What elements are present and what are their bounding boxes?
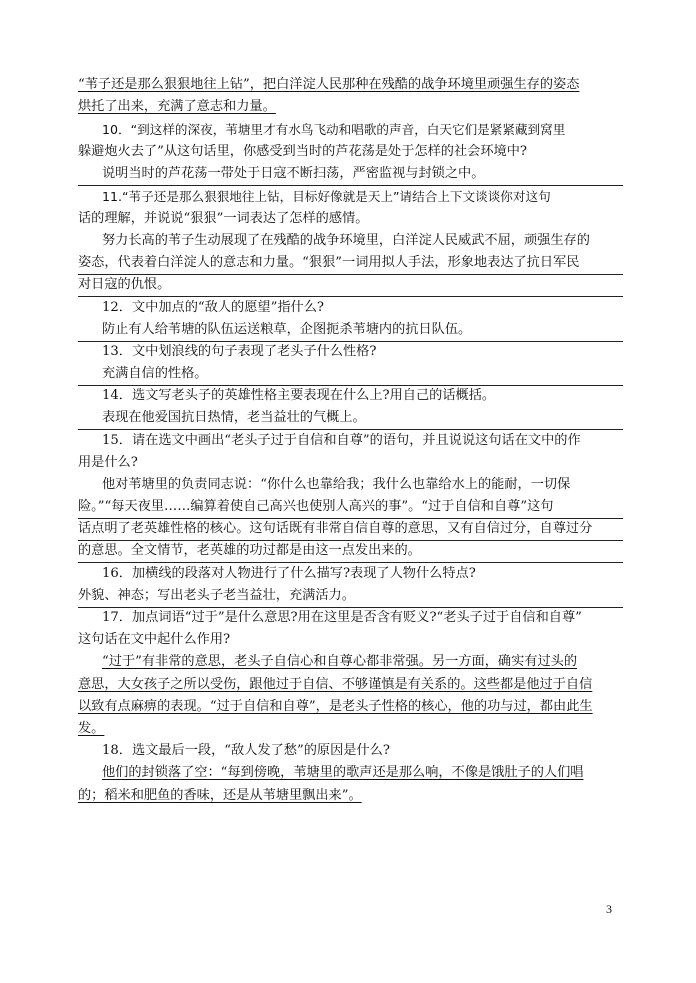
answer-line: 外貌、神态；写出老头子老当益壮，充满活力。 [78,588,355,603]
page-number: 3 [606,902,612,916]
answer-rule [78,385,623,386]
answer-line: 险。”“每天夜里……编算着使自己高兴也使别人高兴的事”。“过于自信和自尊”这句 [78,499,554,514]
answer-line: 发。 [78,721,105,736]
answer-line: “苇子还是那么狠狠地往上钻”，把白洋淀人民那种在残酷的战争环境里顽强生存的姿态 [78,77,580,92]
answer-line: 以致有点麻痹的表现。“过于自信和自尊”，是老头子性格的核心，他的功与过，都由此生 [78,699,593,714]
answer-rule [78,562,623,563]
answer-line: 努力长高的苇子生动展现了在残酷的战争环境里，白洋淀人民威武不屈，顽强生存的 [102,233,590,248]
question-line: 17．加点词语“过于”是什么意思?用在这里是否含有贬义?“老头子过于自信和自尊” [102,610,582,625]
answer-line: 的；稻米和肥鱼的香味，还是从苇塘里飘出来”。 [78,788,362,803]
answer-rule [78,429,623,430]
question-line: 10．“到这样的深夜，苇塘里才有水鸟飞动和唱歌的声音，白天它们是紧紧藏到窝里 [102,122,566,137]
answer-rule [78,274,623,275]
answer-line: 意思，大女孩子之所以受伤，跟他过于自信、不够谨慎是有关系的。这些都是他过于自信 [78,677,593,692]
question-line: 躲避炮火去了”从这句话里，你感受到当时的芦花荡是处于怎样的社会环境中? [78,144,527,159]
answer-line: 表现在他爱国抗日热情，老当益壮的气概上。 [102,410,366,425]
answer-rule [78,607,623,608]
question-line: 用是什么? [78,455,138,470]
question-line: 13．文中划浪线的句子表现了老头子什么性格? [102,344,377,359]
question-line: 这句话在文中起什么作用? [78,632,231,647]
answer-line: 充满自信的性格。 [102,366,208,381]
answer-rule [78,518,623,519]
answer-line: “过于”有非常的意思，老头子自信心和自尊心都非常强。另一方面，确实有过头的 [102,654,578,669]
answer-line: 话点明了老英雄性格的核心。这句话既有非常自信自尊的意思，又有自信过分，自尊过分 [78,521,593,536]
question-line: 话的理解，并说说“狠狠”一词表达了怎样的感情。 [78,211,369,226]
question-line: 14．选文写老头子的英雄性格主要表现在什么上?用自己的话概括。 [102,388,496,403]
answer-rule [78,540,623,541]
answer-line: 防止有人给苇塘的队伍运送粮草，企图扼杀苇塘内的抗日队伍。 [102,322,472,337]
answer-rule [78,341,623,342]
answer-line: 他对苇塘里的负责同志说：“你什么也靠给我；我什么也靠给水上的能耐，一切保 [102,477,571,492]
answer-line: 烘托了出来，充满了意志和力量。 [78,99,276,114]
answer-rule [78,185,623,186]
answer-rule [78,296,623,297]
answer-line: 说明当时的芦花荡一带处于日寇不断扫荡，严密监视与封锁之中。 [102,166,485,181]
question-line: 18．选文最后一段，“敌人发了愁”的原因是什么? [102,743,390,758]
answer-line: 的意思。全文情节，老英雄的功过都是由这一点发出来的。 [78,543,421,558]
answer-line: 对日寇的仇恨。 [78,277,171,292]
answer-line: 姿态，代表着白洋淀人的意志和力量。“狠狠”一词用拟人手法，形象地表达了抗日军民 [78,255,580,270]
question-line: 15．请在选文中画出“老头子过于自信和自尊”的语句，并且说说这句话在文中的作 [102,433,581,448]
question-line: 11.“苇子还是那么狠狠地往上钻，目标好像就是天上”请结合上下文谈谈你对这句 [102,189,551,204]
question-line: 12．文中加点的“敌人的愿望”指什么? [102,300,324,315]
question-line: 16．加横线的段落对人物进行了什么描写?表现了人物什么特点? [102,566,476,581]
answer-line: 他们的封锁落了空：“每到傍晚，苇塘里的歌声还是那么响，不像是饿肚子的人们唱 [102,765,584,780]
